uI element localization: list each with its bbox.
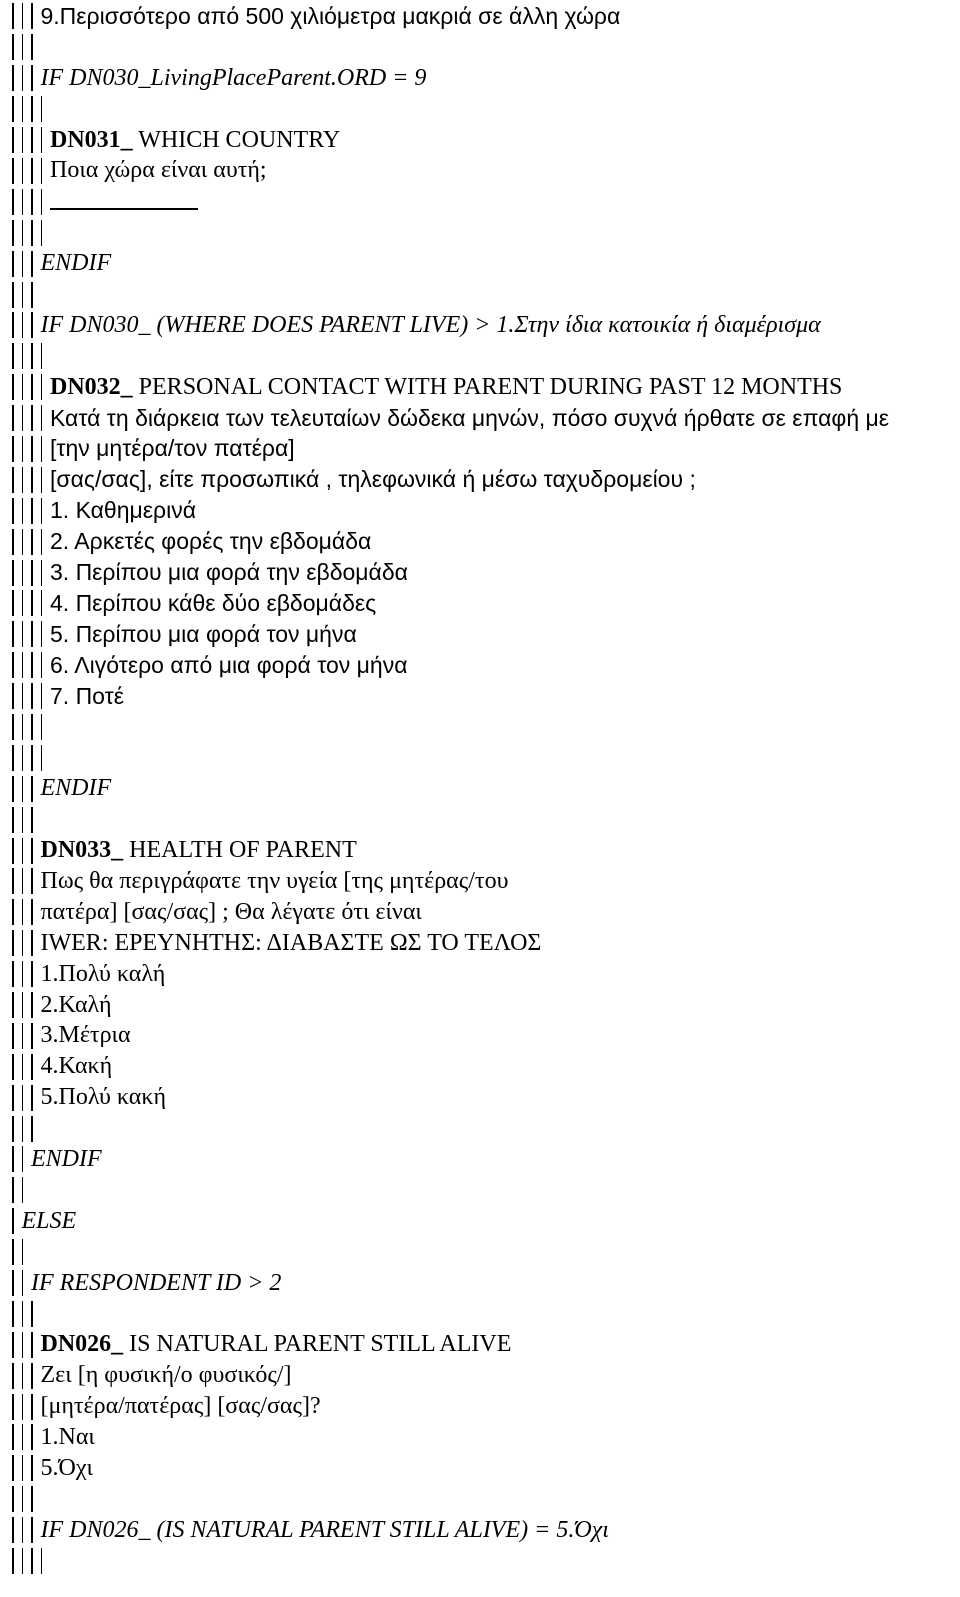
line-text: IF DN026_ (IS NATURAL PARENT STILL ALIVE) = 5.Όχι: [40, 1516, 609, 1543]
document-line: [0, 1452, 960, 1483]
indent-bar: [31, 652, 33, 678]
indent-bar: [31, 282, 33, 308]
document-line: [0, 31, 960, 62]
document-line: [0, 371, 960, 402]
indent-bar: [31, 529, 33, 555]
document-line: [0, 927, 960, 958]
indent-bar: [12, 1054, 14, 1080]
line-text: 4.Κακή: [40, 1053, 113, 1080]
indent-bar: [31, 96, 33, 122]
indent-bar: [22, 1394, 24, 1420]
indent-bar: [22, 282, 24, 308]
indent-bar: [12, 405, 14, 431]
indent-bar: [12, 961, 14, 987]
document-line: [0, 1112, 960, 1143]
indent-bar: [22, 158, 24, 184]
indent-bar: [41, 96, 43, 122]
document-line: [0, 618, 960, 649]
indent-bar: [31, 1486, 33, 1512]
indent-bar: [22, 374, 24, 400]
indent-bar: [41, 220, 43, 246]
indent-bar: [12, 1486, 14, 1512]
document-line: [0, 649, 960, 680]
line-text: [μητέρα/πατέρας] [σας/σας]?: [40, 1393, 321, 1420]
indent-bar: [22, 1486, 24, 1512]
indent-bar: [41, 467, 43, 493]
indent-bar: [41, 436, 43, 462]
indent-bar: [12, 590, 14, 616]
indent-bar: [31, 65, 33, 91]
line-text: 4. Περίπου κάθε δύο εβδομάδες: [50, 589, 377, 616]
document-line: [0, 1390, 960, 1421]
indent-bar: [12, 1424, 14, 1450]
line-text: Κατά τη διάρκεια των τελευταίων δώδεκα μηνών, πόσο συχνά ήρθατε σε επαφή με: [50, 404, 890, 431]
line-text: [την μητέρα/τον πατέρα]: [50, 435, 295, 462]
document-line: [0, 958, 960, 989]
indent-bar: [22, 467, 24, 493]
indent-bar: [41, 1548, 43, 1574]
document-line: [0, 1359, 960, 1390]
document-line: [0, 340, 960, 371]
document-line: [0, 1081, 960, 1112]
line-text: 5.Πολύ κακή: [40, 1084, 167, 1111]
indent-bar: [12, 714, 14, 740]
indent-bar: [41, 590, 43, 616]
indent-bar: [12, 312, 14, 338]
indent-bar: [22, 683, 24, 709]
indent-bar: [31, 436, 33, 462]
line-text: 1. Καθημερινά: [50, 497, 197, 524]
line-text: [σας/σας], είτε προσωπικά , τηλεφωνικά ή μέσω ταχυδρομείου ;: [50, 466, 696, 493]
indent-bar: [12, 930, 14, 956]
indent-bar: [22, 1116, 24, 1142]
document-line: [0, 1050, 960, 1081]
indent-bar: [22, 652, 24, 678]
indent-bar: [31, 899, 33, 925]
indent-bar: [12, 1548, 14, 1574]
indent-bar: [31, 374, 33, 400]
indent-bar: [12, 1146, 14, 1172]
indent-bar: [22, 1424, 24, 1450]
indent-bar: [22, 312, 24, 338]
indent-bar: [31, 312, 33, 338]
indent-bar: [22, 1301, 24, 1327]
indent-bar: [31, 127, 33, 153]
question-code: DN026_: [40, 1331, 124, 1358]
document-line: [0, 124, 960, 155]
indent-bar: [22, 930, 24, 956]
document-line: [0, 1236, 960, 1267]
document-line: [0, 896, 960, 927]
line-text: πατέρα] [σας/σας] ; Θα λέγατε ότι είναι: [40, 898, 422, 925]
line-text: 2.Καλή: [40, 991, 112, 1018]
indent-bar: [12, 1332, 14, 1358]
indent-bar: [22, 405, 24, 431]
document-line: [0, 1421, 960, 1452]
indent-bar: [22, 1517, 24, 1543]
question-code: DN033_: [40, 837, 124, 864]
indent-bar: [12, 498, 14, 524]
indent-bar: [22, 560, 24, 586]
line-text: 9.Περισσότερο από 500 χιλιόμετρα μακριά σε άλλη χώρα: [40, 3, 621, 30]
indent-bar: [31, 560, 33, 586]
indent-bar: [41, 529, 43, 555]
indent-bar: [31, 1054, 33, 1080]
indent-bar: [12, 1116, 14, 1142]
line-text: ENDIF: [40, 250, 112, 277]
indent-bar: [31, 961, 33, 987]
indent-bar: [31, 776, 33, 802]
indent-bar: [12, 1301, 14, 1327]
indent-bar: [41, 652, 43, 678]
indent-bar: [12, 621, 14, 647]
indent-bar: [22, 1332, 24, 1358]
document-line: [0, 278, 960, 309]
indent-bar: [22, 992, 24, 1018]
indent-bar: [12, 436, 14, 462]
line-text: 5. Περίπου μια φορά τον μήνα: [50, 620, 357, 647]
indent-bar: [31, 1517, 33, 1543]
line-text: 5.Όχι: [40, 1454, 93, 1481]
line-text: IF DN030_ (WHERE DOES PARENT LIVE) > 1.Στην ίδια κατοικία ή διαμέρισμα: [40, 311, 821, 338]
line-text: 6. Λιγότερο από μια φορά τον μήνα: [50, 651, 408, 678]
indent-bar: [22, 1085, 24, 1111]
indent-bar: [31, 868, 33, 894]
indent-bar: [22, 961, 24, 987]
indent-bar: [31, 1548, 33, 1574]
indent-bar: [22, 96, 24, 122]
indent-bar: [12, 1177, 14, 1203]
document-line: [0, 587, 960, 618]
indent-bar: [41, 343, 43, 369]
indent-bar: [12, 560, 14, 586]
indent-bar: [22, 1239, 24, 1265]
indent-bar: [22, 251, 24, 277]
line-text: IWER: ΕΡΕΥΝΗΤΗΣ: ΔΙΑΒΑΣΤΕ ΩΣ ΤΟ ΤΕΛΟΣ: [40, 929, 542, 956]
indent-bar: [22, 745, 24, 771]
document-line: [0, 216, 960, 247]
line-text: 1.Πολύ καλή: [40, 960, 166, 987]
indent-bar: [22, 1177, 24, 1203]
indent-bar: [12, 1455, 14, 1481]
indent-bar: [12, 374, 14, 400]
line-text: ELSE: [21, 1207, 77, 1234]
document-line: [0, 494, 960, 525]
indent-bar: [31, 251, 33, 277]
indent-bar: [22, 1455, 24, 1481]
indent-bar: [12, 343, 14, 369]
indent-bar: [22, 838, 24, 864]
indent-bar: [22, 498, 24, 524]
answer-blank-line: [50, 208, 198, 210]
line-text: 2. Αρκετές φορές την εβδομάδα: [50, 528, 372, 555]
document-line: [0, 834, 960, 865]
indent-bar: [22, 868, 24, 894]
document-line: [0, 154, 960, 185]
indent-bar: [12, 1239, 14, 1265]
document-line: [0, 1205, 960, 1236]
indent-bar: [31, 3, 33, 29]
question-code: DN032_: [50, 373, 133, 400]
document-line: [0, 185, 960, 216]
indent-bar: [12, 1517, 14, 1543]
indent-bar: [22, 3, 24, 29]
indent-bar: [31, 1332, 33, 1358]
indent-bar: [41, 745, 43, 771]
line-text: 7. Ποτέ: [50, 682, 124, 709]
indent-bar: [31, 590, 33, 616]
document-line: [0, 865, 960, 896]
line-text: ENDIF: [40, 775, 112, 802]
indent-bar: [41, 560, 43, 586]
indent-bar: [12, 652, 14, 678]
document-line: [0, 525, 960, 556]
indent-bar: [12, 529, 14, 555]
line-text: Πως θα περιγράφατε την υγεία [της μητέρας/του: [40, 867, 509, 894]
document-line: [0, 741, 960, 772]
document-line: [0, 432, 960, 463]
document-line: [0, 1019, 960, 1050]
indent-bar: [12, 992, 14, 1018]
document-line: [0, 1174, 960, 1205]
indent-bar: [12, 282, 14, 308]
indent-bar: [22, 1270, 24, 1296]
indent-bar: [22, 65, 24, 91]
indent-bar: [31, 1363, 33, 1389]
indent-bar: [31, 189, 33, 215]
indent-bar: [12, 683, 14, 709]
line-text: Ποια χώρα είναι αυτή;: [50, 157, 267, 184]
indent-bar: [12, 1394, 14, 1420]
indent-bar: [12, 899, 14, 925]
indent-bar: [31, 992, 33, 1018]
indent-bar: [22, 621, 24, 647]
indent-bar: [12, 1363, 14, 1389]
indent-bar: [22, 1146, 24, 1172]
indent-bar: [31, 621, 33, 647]
indent-bar: [41, 714, 43, 740]
document-line: [0, 402, 960, 433]
indent-bar: [41, 158, 43, 184]
indent-bar: [22, 1023, 24, 1049]
indent-bar: [31, 1085, 33, 1111]
document-line: [0, 1297, 960, 1328]
line-text: IF DN030_LivingPlaceParent.ORD = 9: [40, 64, 427, 91]
document-line: [0, 989, 960, 1020]
indent-bar: [22, 343, 24, 369]
indent-bar: [31, 220, 33, 246]
line-text: PERSONAL CONTACT WITH PARENT DURING PAST 12 MONTHS: [132, 373, 843, 400]
indent-bar: [41, 498, 43, 524]
indent-bar: [31, 838, 33, 864]
indent-bar: [12, 868, 14, 894]
indent-bar: [31, 158, 33, 184]
indent-bar: [41, 621, 43, 647]
document-line: [0, 772, 960, 803]
document-line: [0, 1328, 960, 1359]
document-line: [0, 1514, 960, 1545]
indent-bar: [22, 776, 24, 802]
indent-bar: [41, 405, 43, 431]
indent-bar: [12, 220, 14, 246]
indent-bar: [22, 436, 24, 462]
line-text: ENDIF: [31, 1145, 102, 1172]
indent-bar: [31, 683, 33, 709]
document-line: [0, 1267, 960, 1298]
indent-bar: [12, 1085, 14, 1111]
document-line: [0, 680, 960, 711]
line-text: Ζει [η φυσική/ο φυσικός/]: [40, 1362, 292, 1389]
indent-bar: [12, 251, 14, 277]
document-line: [0, 463, 960, 494]
document-line: [0, 1143, 960, 1174]
document-line: [0, 1545, 960, 1576]
indent-bar: [31, 1394, 33, 1420]
indent-bar: [31, 807, 33, 833]
indent-bar: [12, 745, 14, 771]
indent-bar: [22, 899, 24, 925]
indent-bar: [12, 838, 14, 864]
indent-bar: [31, 1424, 33, 1450]
document-line: [0, 1483, 960, 1514]
indent-bar: [12, 776, 14, 802]
line-text: IF RESPONDENT ID > 2: [31, 1269, 282, 1296]
indent-bar: [12, 807, 14, 833]
indent-bar: [22, 34, 24, 60]
indent-bar: [31, 745, 33, 771]
indent-bar: [12, 189, 14, 215]
indent-bar: [22, 1054, 24, 1080]
document-line: [0, 93, 960, 124]
indent-bar: [12, 3, 14, 29]
indent-bar: [22, 189, 24, 215]
indent-bar: [12, 96, 14, 122]
indent-bar: [12, 127, 14, 153]
indent-bar: [12, 1208, 14, 1234]
indent-bar: [22, 807, 24, 833]
indent-bar: [31, 498, 33, 524]
indent-bar: [12, 1270, 14, 1296]
indent-bar: [41, 127, 43, 153]
indent-bar: [31, 714, 33, 740]
line-text: 1.Ναι: [40, 1424, 95, 1450]
indent-bar: [41, 189, 43, 215]
indent-bar: [31, 1301, 33, 1327]
indent-bar: [31, 343, 33, 369]
indent-bar: [22, 590, 24, 616]
indent-bar: [22, 127, 24, 153]
indent-bar: [22, 1363, 24, 1389]
indent-bar: [31, 1023, 33, 1049]
document-line: [0, 309, 960, 340]
indent-bar: [22, 1548, 24, 1574]
document-line: [0, 0, 960, 31]
indent-bar: [12, 34, 14, 60]
indent-bar: [31, 930, 33, 956]
indent-bar: [12, 467, 14, 493]
indent-bar: [22, 714, 24, 740]
indent-bar: [31, 1116, 33, 1142]
indent-bar: [12, 158, 14, 184]
indent-bar: [41, 683, 43, 709]
indent-bar: [31, 1455, 33, 1481]
indent-bar: [22, 220, 24, 246]
indent-bar: [12, 1023, 14, 1049]
document-line: [0, 247, 960, 278]
indent-bar: [31, 405, 33, 431]
indent-bar: [12, 65, 14, 91]
indent-bar: [31, 34, 33, 60]
line-text: 3. Περίπου μια φορά την εβδομάδα: [50, 559, 408, 586]
indent-bar: [22, 529, 24, 555]
document-line: [0, 62, 960, 93]
indent-bar: [31, 467, 33, 493]
line-text: WHICH COUNTRY: [132, 126, 341, 153]
line-text: 3.Μέτρια: [40, 1022, 131, 1049]
line-text: IS NATURAL PARENT STILL ALIVE: [123, 1331, 512, 1358]
document-line: [0, 803, 960, 834]
document-line: [0, 710, 960, 741]
question-code: DN031_: [50, 126, 133, 153]
indent-bar: [41, 374, 43, 400]
line-text: HEALTH OF PARENT: [123, 837, 357, 864]
document-line: [0, 556, 960, 587]
